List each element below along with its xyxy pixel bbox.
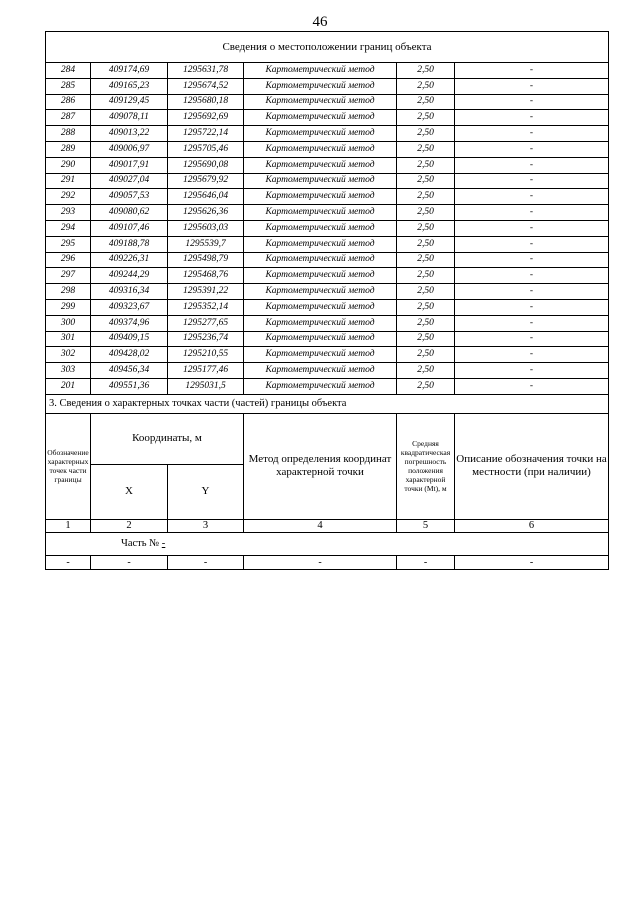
cell-point-number: 291 (46, 173, 91, 189)
cell-point-number: 296 (46, 252, 91, 268)
cell-x-coordinate: 409129,45 (91, 94, 168, 110)
cell-point-number: 287 (46, 110, 91, 126)
table-row (46, 63, 609, 79)
table-row (46, 78, 609, 94)
cell-error: 2,50 (397, 78, 455, 94)
header-x: X (91, 464, 168, 519)
cell-x-coordinate: 409174,69 (91, 63, 168, 79)
cell-x-coordinate: 409226,31 (91, 252, 168, 268)
cell-empty: - (455, 555, 609, 569)
header-point-designation: Обозначение характерных точек части границы (46, 413, 91, 519)
cell-description: - (455, 331, 609, 347)
cell-point-number: 297 (46, 268, 91, 284)
cell-method: Картометрический метод (244, 284, 397, 300)
cell-y-coordinate: 1295391,22 (168, 284, 244, 300)
cell-description: - (455, 284, 609, 300)
cell-y-coordinate: 1295236,74 (168, 331, 244, 347)
cell-error: 2,50 (397, 173, 455, 189)
table-row (46, 236, 609, 252)
part-label: Часть № (121, 538, 160, 550)
table-row (46, 141, 609, 157)
cell-description: - (455, 252, 609, 268)
column-number: 6 (455, 519, 609, 532)
table-row (46, 94, 609, 110)
cell-y-coordinate: 1295722,14 (168, 126, 244, 142)
cell-error: 2,50 (397, 157, 455, 173)
cell-method: Картометрический метод (244, 157, 397, 173)
cell-y-coordinate: 1295692,69 (168, 110, 244, 126)
boundary-table (45, 31, 609, 570)
column-numbers-row (46, 519, 609, 532)
cell-empty: - (397, 555, 455, 569)
cell-error: 2,50 (397, 252, 455, 268)
column-number: 1 (46, 519, 91, 532)
header-method: Метод определения координат характерной точки (244, 413, 397, 519)
cell-method: Картометрический метод (244, 378, 397, 394)
cell-description: - (455, 94, 609, 110)
cell-description: - (455, 141, 609, 157)
cell-point-number: 285 (46, 78, 91, 94)
cell-empty: - (91, 555, 168, 569)
cell-error: 2,50 (397, 236, 455, 252)
cell-point-number: 290 (46, 157, 91, 173)
table-row (46, 220, 609, 236)
cell-error: 2,50 (397, 110, 455, 126)
cell-y-coordinate: 1295705,46 (168, 141, 244, 157)
cell-description: - (455, 299, 609, 315)
cell-point-number: 288 (46, 126, 91, 142)
cell-x-coordinate: 409374,96 (91, 315, 168, 331)
cell-x-coordinate: 409080,62 (91, 205, 168, 221)
cell-method: Картометрический метод (244, 63, 397, 79)
cell-x-coordinate: 409188,78 (91, 236, 168, 252)
cell-x-coordinate: 409165,23 (91, 78, 168, 94)
cell-x-coordinate: 409013,22 (91, 126, 168, 142)
cell-empty: - (244, 555, 397, 569)
cell-y-coordinate: 1295352,14 (168, 299, 244, 315)
cell-x-coordinate: 409027,04 (91, 173, 168, 189)
cell-x-coordinate: 409316,34 (91, 284, 168, 300)
cell-y-coordinate: 1295680,18 (168, 94, 244, 110)
cell-y-coordinate: 1295177,46 (168, 363, 244, 379)
table-row (46, 347, 609, 363)
column-number: 2 (91, 519, 168, 532)
cell-x-coordinate: 409456,34 (91, 363, 168, 379)
cell-method: Картометрический метод (244, 347, 397, 363)
cell-error: 2,50 (397, 268, 455, 284)
cell-method: Картометрический метод (244, 205, 397, 221)
cell-x-coordinate: 409078,11 (91, 110, 168, 126)
cell-empty: - (46, 555, 91, 569)
cell-point-number: 295 (46, 236, 91, 252)
table-row (46, 378, 609, 394)
cell-error: 2,50 (397, 205, 455, 221)
cell-point-number: 201 (46, 378, 91, 394)
cell-method: Картометрический метод (244, 268, 397, 284)
section-3-title: 3. Сведения о характерных точках части (частей) границы объекта (46, 394, 609, 413)
cell-description: - (455, 126, 609, 142)
cell-point-number: 303 (46, 363, 91, 379)
cell-method: Картометрический метод (244, 173, 397, 189)
cell-method: Картометрический метод (244, 236, 397, 252)
cell-description: - (455, 173, 609, 189)
cell-method: Картометрический метод (244, 220, 397, 236)
cell-y-coordinate: 1295690,08 (168, 157, 244, 173)
cell-method: Картометрический метод (244, 78, 397, 94)
cell-x-coordinate: 409017,91 (91, 157, 168, 173)
cell-point-number: 300 (46, 315, 91, 331)
cell-description: - (455, 205, 609, 221)
table-row (46, 126, 609, 142)
cell-method: Картометрический метод (244, 315, 397, 331)
column-number: 4 (244, 519, 397, 532)
table-title: Сведения о местоположении границ объекта (46, 32, 609, 63)
cell-y-coordinate: 1295498,79 (168, 252, 244, 268)
cell-method: Картометрический метод (244, 363, 397, 379)
cell-error: 2,50 (397, 94, 455, 110)
column-number: 3 (168, 519, 244, 532)
cell-description: - (455, 220, 609, 236)
cell-description: - (455, 347, 609, 363)
part-label-cell (46, 532, 609, 555)
cell-x-coordinate: 409006,97 (91, 141, 168, 157)
column-number: 5 (397, 519, 455, 532)
table-row (46, 331, 609, 347)
cell-empty: - (168, 555, 244, 569)
cell-error: 2,50 (397, 331, 455, 347)
cell-y-coordinate: 1295674,52 (168, 78, 244, 94)
cell-method: Картометрический метод (244, 110, 397, 126)
cell-point-number: 284 (46, 63, 91, 79)
cell-description: - (455, 189, 609, 205)
cell-description: - (455, 236, 609, 252)
cell-x-coordinate: 409244,29 (91, 268, 168, 284)
cell-y-coordinate: 1295679,92 (168, 173, 244, 189)
table-row (46, 555, 609, 569)
cell-point-number: 301 (46, 331, 91, 347)
cell-y-coordinate: 1295626,36 (168, 205, 244, 221)
cell-description: - (455, 157, 609, 173)
cell-method: Картометрический метод (244, 94, 397, 110)
cell-y-coordinate: 1295277,65 (168, 315, 244, 331)
cell-point-number: 289 (46, 141, 91, 157)
cell-description: - (455, 378, 609, 394)
cell-y-coordinate: 1295468,76 (168, 268, 244, 284)
cell-error: 2,50 (397, 220, 455, 236)
cell-x-coordinate: 409323,67 (91, 299, 168, 315)
cell-error: 2,50 (397, 347, 455, 363)
table-row (46, 268, 609, 284)
cell-error: 2,50 (397, 284, 455, 300)
header-coordinates: Координаты, м (91, 413, 244, 464)
cell-method: Картометрический метод (244, 141, 397, 157)
cell-description: - (455, 78, 609, 94)
table-row (46, 110, 609, 126)
table-row (46, 173, 609, 189)
cell-method: Картометрический метод (244, 126, 397, 142)
cell-description: - (455, 315, 609, 331)
cell-x-coordinate: 409428,02 (91, 347, 168, 363)
cell-y-coordinate: 1295631,78 (168, 63, 244, 79)
cell-description: - (455, 63, 609, 79)
cell-point-number: 293 (46, 205, 91, 221)
cell-method: Картометрический метод (244, 331, 397, 347)
part-value: - (161, 538, 166, 550)
cell-x-coordinate: 409409,15 (91, 331, 168, 347)
cell-method: Картометрический метод (244, 189, 397, 205)
cell-description: - (455, 363, 609, 379)
cell-x-coordinate: 409107,46 (91, 220, 168, 236)
table-row (46, 157, 609, 173)
cell-method: Картометрический метод (244, 299, 397, 315)
table-row (46, 315, 609, 331)
table-row (46, 363, 609, 379)
cell-point-number: 302 (46, 347, 91, 363)
table-row (46, 284, 609, 300)
cell-error: 2,50 (397, 126, 455, 142)
cell-error: 2,50 (397, 363, 455, 379)
page-number: 46 (312, 14, 328, 30)
cell-y-coordinate: 1295646,04 (168, 189, 244, 205)
cell-error: 2,50 (397, 141, 455, 157)
cell-point-number: 298 (46, 284, 91, 300)
cell-point-number: 299 (46, 299, 91, 315)
cell-point-number: 294 (46, 220, 91, 236)
cell-y-coordinate: 1295539,7 (168, 236, 244, 252)
cell-y-coordinate: 1295210,55 (168, 347, 244, 363)
header-description: Описание обозначения точки на местности (при наличии) (455, 413, 609, 519)
cell-description: - (455, 268, 609, 284)
cell-point-number: 292 (46, 189, 91, 205)
cell-point-number: 286 (46, 94, 91, 110)
cell-error: 2,50 (397, 299, 455, 315)
cell-y-coordinate: 1295031,5 (168, 378, 244, 394)
cell-error: 2,50 (397, 315, 455, 331)
cell-error: 2,50 (397, 63, 455, 79)
cell-x-coordinate: 409551,36 (91, 378, 168, 394)
table-row (46, 205, 609, 221)
cell-method: Картометрический метод (244, 252, 397, 268)
table-row (46, 252, 609, 268)
cell-error: 2,50 (397, 378, 455, 394)
header-error: Средняя квадратическая погрешность положения характерной точки (Mt), м (397, 413, 455, 519)
header-y: Y (168, 464, 244, 519)
cell-y-coordinate: 1295603,03 (168, 220, 244, 236)
cell-x-coordinate: 409057,53 (91, 189, 168, 205)
table-row (46, 189, 609, 205)
cell-description: - (455, 110, 609, 126)
cell-error: 2,50 (397, 189, 455, 205)
table-row (46, 299, 609, 315)
